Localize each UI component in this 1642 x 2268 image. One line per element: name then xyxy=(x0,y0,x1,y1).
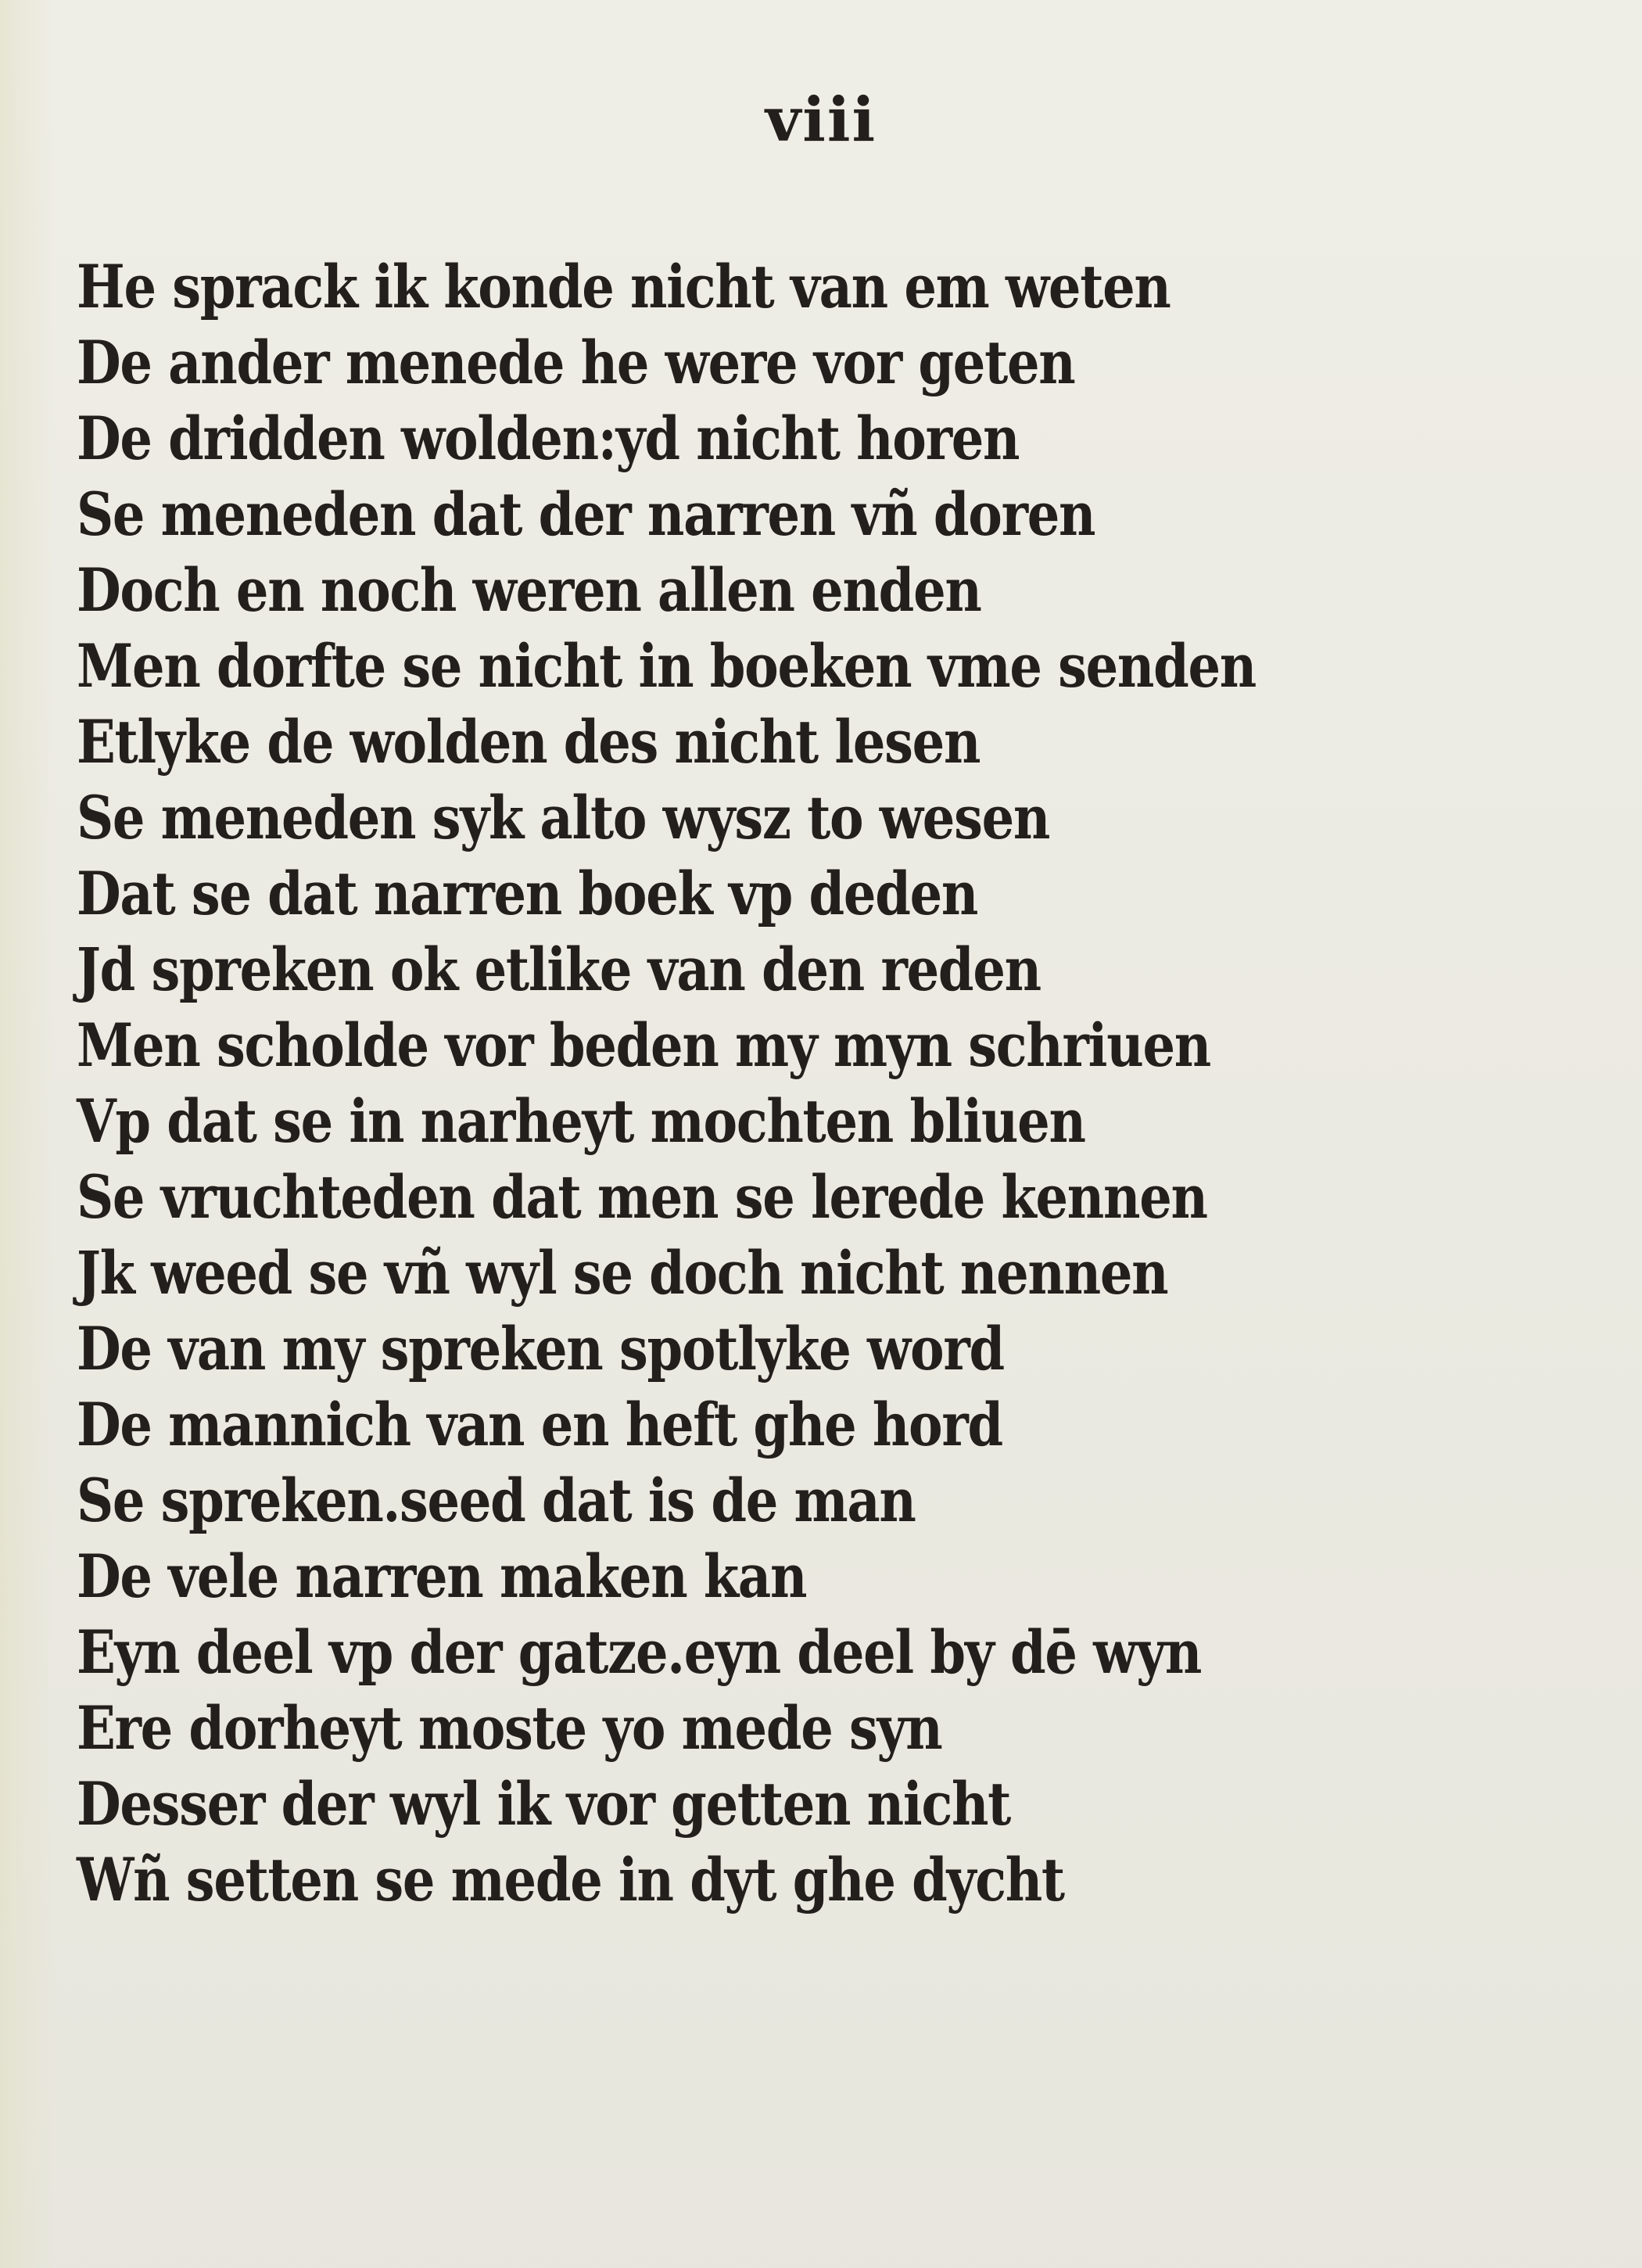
verse-line: Wñ setten se mede in dyt ghe dycht xyxy=(77,1845,1064,1915)
verse-line: Men scholde vor beden my myn schriuen xyxy=(77,1010,1210,1080)
verse-block xyxy=(77,249,1562,1918)
verse-line: Ere dorheyt moste yo mede syn xyxy=(77,1693,942,1763)
verse-line: Doch en noch weren allen enden xyxy=(77,555,981,625)
verse-line: Desser der wyl ik vor getten nicht xyxy=(77,1769,1011,1839)
verse-line: Jd spreken ok etlike van den reden xyxy=(77,935,1041,1004)
verse-line: Jk weed se vñ wyl se doch nicht nennen xyxy=(77,1238,1168,1308)
verse-line: Se vruchteden dat men se lerede kennen xyxy=(77,1162,1207,1232)
verse-line: Se meneden syk alto wysz to wesen xyxy=(77,783,1050,852)
verse-line: He sprack ik konde nicht van em weten xyxy=(77,252,1171,321)
verse-line: Se spreken.seed dat is de man xyxy=(77,1466,916,1535)
verse-line: De mannich van en heft ghe hord xyxy=(77,1390,1002,1459)
verse-line: Vp dat se in narheyt mochten bliuen xyxy=(77,1086,1085,1156)
verse-line: De van my spreken spotlyke word xyxy=(77,1314,1004,1383)
verse-line: Se meneden dat der narren vñ doren xyxy=(77,479,1095,549)
verse-line: De vele narren maken kan xyxy=(77,1541,807,1611)
page-folio-number: viii xyxy=(765,84,877,156)
verse-line: Dat se dat narren boek vp deden xyxy=(77,859,978,928)
verse-line: Eyn deel vp der gatze.eyn deel by dē wyn xyxy=(77,1617,1202,1687)
verse-line: De dridden wolden:yd nicht horen xyxy=(77,404,1020,473)
verse-line: Etlyke de wolden des nicht lesen xyxy=(77,707,981,777)
verse-line: Men dorfte se nicht in boeken vme senden xyxy=(77,631,1257,701)
verse-line: De ander menede he were vor geten xyxy=(77,328,1075,397)
